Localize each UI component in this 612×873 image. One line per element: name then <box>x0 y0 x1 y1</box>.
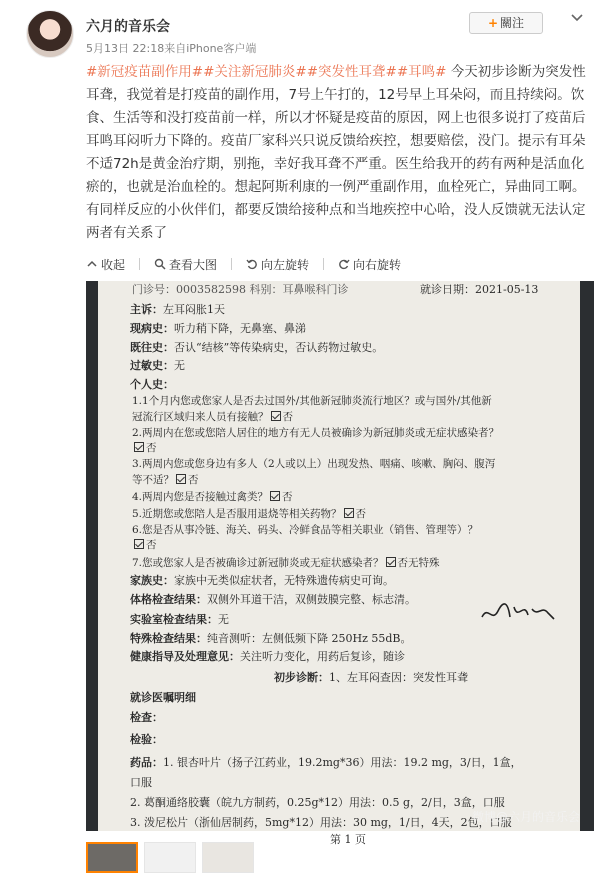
question-2: 2.两周内在您或您陪人居住的地方有无人员被确诊为新冠肺炎或无症状感染者？ <box>132 427 500 439</box>
drug-label: 药品： <box>130 756 163 769</box>
view-large-button[interactable] <box>154 256 217 273</box>
image-toolbar <box>86 254 401 274</box>
checkbox-checked-icon <box>271 411 281 421</box>
collapse-button[interactable] <box>86 256 125 273</box>
follow-label: 關注 <box>500 16 525 30</box>
doctor-signature <box>478 597 558 627</box>
medical-record-document <box>98 281 580 846</box>
allergy-history: 无 <box>174 359 185 372</box>
answer-3: 否 <box>188 474 199 486</box>
question-1-line-2: 冠流行区域归来人员有接触？ <box>132 411 269 423</box>
question-6: 6.您是否从事冷链、海关、码头、冷鲜食品等相关职业（销售、管理等）？ <box>132 524 479 536</box>
physical-label: 体格检查结果： <box>130 593 207 606</box>
question-4: 4.两周内您是否接触过禽类？ <box>132 491 269 503</box>
family-label: 家族史： <box>130 574 174 587</box>
thumbnail-3[interactable] <box>202 842 254 873</box>
image-thumbnails <box>86 842 254 873</box>
orders-label: 就诊医嘱明细 <box>130 691 196 704</box>
post-meta: 5月13日 22:18来自iPhone客户端 <box>86 42 257 55</box>
question-3-line-2: 等不适？ <box>132 474 174 486</box>
checkbox-checked-icon <box>134 442 144 452</box>
rotate-right-icon <box>338 258 350 270</box>
question-1-line-1: 1.1个月内您或您家人是否去过国外/其他新冠肺炎流行地区？或与国外/其他新 <box>132 395 492 407</box>
view-large-label: 查看大图 <box>169 257 218 272</box>
hashtag-link[interactable]: #耳鸣# <box>396 64 447 80</box>
magnifier-icon <box>154 258 166 270</box>
chevron-down-icon[interactable] <box>570 10 584 24</box>
rotate-right-label: 向右旋转 <box>353 257 402 272</box>
question-7: 7.您或您家人是否被确诊过新冠肺炎或无症状感染者？ <box>132 557 384 569</box>
hashtag-link[interactable]: #关注新冠肺炎# <box>203 64 307 80</box>
answer-5: 否 <box>355 508 367 520</box>
hashtag-link[interactable]: #新冠疫苗副作用# <box>86 64 204 80</box>
rotate-left-label: 向左旋转 <box>261 257 310 272</box>
arrow-up-icon <box>86 258 98 270</box>
checkbox-checked-icon <box>134 539 144 549</box>
collapse-label: 收起 <box>101 257 126 272</box>
family-history: 家族中无类似症状者，无特殊遗传病史可询。 <box>174 574 394 587</box>
post-text <box>86 61 592 245</box>
answer-1: 否 <box>282 411 293 423</box>
divider <box>139 258 140 270</box>
lab-label: 实验室检查结果： <box>130 613 218 626</box>
rotate-left-icon <box>246 258 258 270</box>
chief-label: 主诉： <box>130 303 163 316</box>
divider <box>231 258 232 270</box>
rotate-left-button[interactable] <box>246 256 309 273</box>
chief-complaint: 左耳闷胀1天 <box>163 303 225 316</box>
guidance-text: 关注听力变化，用药后复诊，随诊 <box>240 650 405 663</box>
answer-2: 否 <box>146 442 157 454</box>
drug-1-line-2: 口服 <box>130 776 152 789</box>
username[interactable]: 六月的音乐会 <box>86 19 170 35</box>
plus-icon: + <box>487 16 499 30</box>
drug-3: 3. 泼尼松片（浙仙居制药，5mg*12）用法：30 mg，1/日，4天，2包，口服 <box>130 816 512 829</box>
rotate-right-button[interactable] <box>338 256 401 273</box>
weibo-watermark: 微博@六月的音乐会 <box>471 810 580 824</box>
past-label: 既往史： <box>130 341 174 354</box>
guidance-label: 健康指导及处理意见： <box>130 650 240 663</box>
drug-2: 2. 葛酮通络胶囊（皖九方制药，0.25g*12）用法：0.5 g，2/日，3盒，口服 <box>130 796 505 809</box>
answer-6: 否 <box>146 539 157 551</box>
drug-1-line-1: 1. 银杏叶片（扬子江药业，19.2mg*36）用法：19.2 mg，3/日，1盒， <box>163 756 522 769</box>
avatar[interactable] <box>26 10 74 58</box>
checkbox-checked-icon <box>270 491 280 501</box>
test-label: 检验： <box>130 733 163 746</box>
checkbox-checked-icon <box>176 474 186 484</box>
present-history: 听力稍下降，无鼻塞、鼻涕 <box>174 322 306 335</box>
checkbox-checked-icon <box>386 557 396 567</box>
post-image[interactable] <box>86 281 594 846</box>
question-3-line-1: 3.两周内您或您身边有多人（2人或以上）出现发热、咽痛、咳嗽、胸闷、腹泻 <box>132 458 496 470</box>
diagnosis-text: 1、左耳闷查因：突发性耳聋 <box>329 671 468 684</box>
divider <box>323 258 324 270</box>
doc-header-left: 门诊号：0003582598 科别：耳鼻喉科门诊 <box>132 283 349 296</box>
present-label: 现病史： <box>130 322 174 335</box>
follow-button[interactable] <box>469 12 543 34</box>
diagnosis-label: 初步诊断： <box>274 671 329 684</box>
check-label: 检查： <box>130 711 163 724</box>
lab-result: 无 <box>218 613 229 626</box>
doc-header-date: 就诊日期：2021-05-13 <box>420 283 539 296</box>
thumbnail-1[interactable] <box>86 842 138 873</box>
allergy-label: 过敏史： <box>130 359 174 372</box>
hashtag-link[interactable]: #突发性耳聋# <box>306 64 397 80</box>
physical-exam: 双侧外耳道干洁，双侧鼓膜完整、标志清。 <box>207 593 416 606</box>
special-result: 纯音测听：左侧低频下降 250Hz 55dB。 <box>207 632 412 645</box>
personal-label: 个人史： <box>130 378 174 391</box>
thumbnail-2[interactable] <box>144 842 196 873</box>
question-5: 5.近期您或您陪人是否服用退烧等相关药物？ <box>132 508 342 520</box>
answer-7: 否无特殊 <box>397 557 440 569</box>
post-header <box>0 0 612 62</box>
answer-4: 否 <box>282 491 293 503</box>
page-number: 第 1 页 <box>330 833 366 846</box>
checkbox-checked-icon <box>344 508 354 518</box>
special-label: 特殊检查结果： <box>130 632 207 645</box>
post-body: 今天初步诊断为突发性耳聋，我觉着是打疫苗的副作用，7号上午打的，12号早上耳朵闷，而且持续闷。饮食、生活等和没打疫苗前一样，所以才怀疑是疫苗的原因，网上也很多说打了疫苗后耳鸣耳闷听力下降的。疫苗厂家科兴只说反馈给疾控，想要赔偿，没门。提示有耳朵不适72h是黄金治疗期，别拖，幸好我耳聋不严重。医生给我开的药有两种是活血化瘀的，也就是治血栓的。想起阿斯利康的一例严重副作用，血栓死亡，异曲同工啊。有同样反应的小伙伴们，都要反馈给接种点和当地疾控中心哈，没人反馈就无法认定两者有关系了 <box>86 64 586 241</box>
past-history: 否认“结核”等传染病史，否认药物过敏史。 <box>174 341 384 354</box>
